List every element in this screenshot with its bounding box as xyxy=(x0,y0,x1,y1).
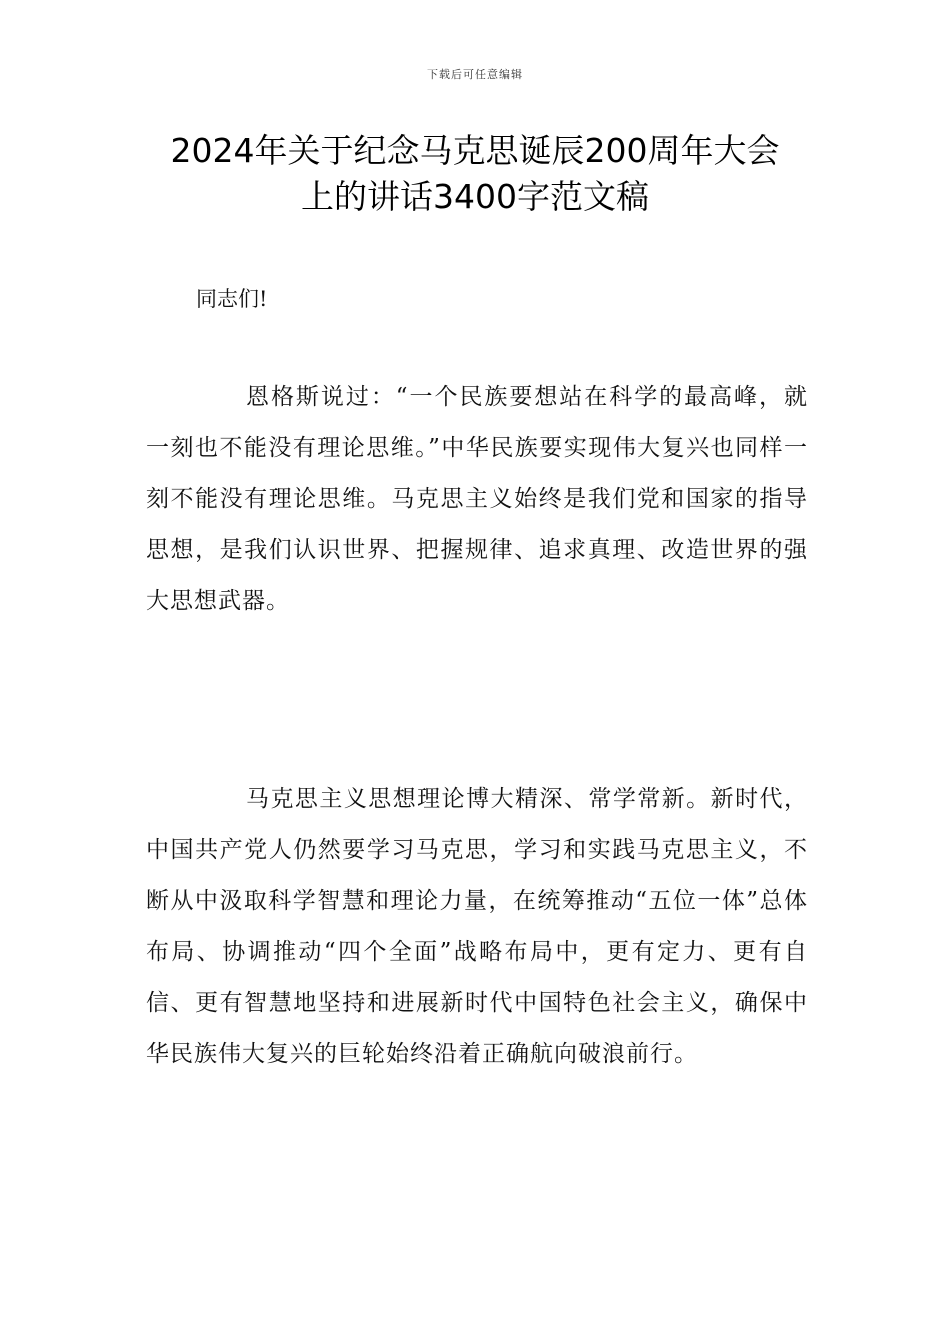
salutation: 同志们! xyxy=(196,287,268,311)
header-note: 下载后可任意编辑 xyxy=(427,68,523,81)
title-line-1: 2024年关于纪念马克思诞辰200周年大会 xyxy=(170,131,780,170)
body-paragraph: 马克思主义思想理论博大精深、常学常新。新时代，中国共产党人仍然要学习马克思，学习和实践马克思主义，不断从中汲取科学智慧和理论力量，在统筹推动“五位一体”总体布局、协调推动“四个全面”战略布局中，更有定力、更有自信、更有智慧地坚持和进展新时代中国特色社会主义，确保中华民族伟大复兴的巨轮始终沿着正确航向破浪前行。 xyxy=(146,786,808,1067)
document-title xyxy=(110,128,840,220)
body-paragraph: 恩格斯说过：“一个民族要想站在科学的最高峰，就一刻也不能没有理论思维。”中华民族要实现伟大复兴也同样一刻不能没有理论思维。马克思主义始终是我们党和国家的指导思想，是我们认识世界、把握规律、追求真理、改造世界的强大思想武器。 xyxy=(146,384,808,614)
title-line-2: 上的讲话3400字范文稿 xyxy=(301,177,649,216)
